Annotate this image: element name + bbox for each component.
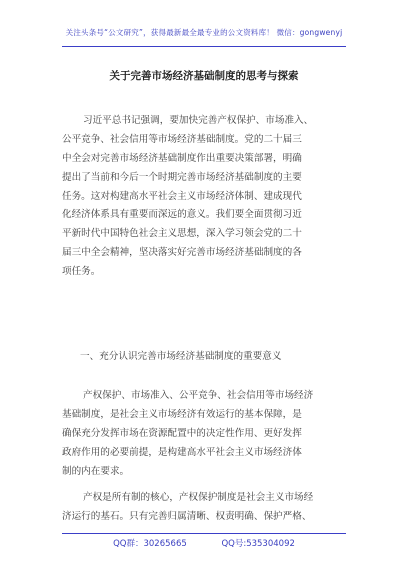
- paragraph-line: 习近平总书记强调，要加快完善产权保护、市场准入、: [83, 115, 314, 126]
- paragraph-line: 化经济体系具有重要而深远的意义。我们要全面贯彻习近: [62, 209, 302, 221]
- footer-qq-number: QQ号:535304092: [221, 539, 295, 549]
- paragraph-2: [62, 387, 346, 481]
- document-title: 关于完善市场经济基础制度的思考与探索: [109, 70, 299, 82]
- paragraph-line: 产权是所有制的核心，产权保护制度是社会主义市场经: [83, 492, 314, 503]
- footer-contacts: [0, 537, 408, 549]
- paragraph-line: 制的内在要求。: [62, 465, 130, 477]
- header-divider: [62, 46, 346, 47]
- paragraph-line: 平新时代中国特色社会主义思想，深入学习领会党的二十: [62, 228, 302, 240]
- footer-qq-group: QQ群：30265665: [113, 539, 187, 549]
- paragraph-1: [62, 112, 346, 282]
- paragraph-3: [62, 489, 346, 527]
- paragraph-line: 届三中全会精神，坚决落实好完善市场经济基础制度的各: [62, 247, 302, 259]
- paragraph-line: 提出了当前和今后一个时期完善市场经济基础制度的主要: [62, 171, 302, 183]
- paragraph-line: 济运行的基石。只有完善归属清晰、权责明确、保护严格、: [62, 510, 312, 522]
- paragraph-line: 确保充分发挥市场在资源配置中的决定性作用、更好发挥: [62, 427, 302, 439]
- paragraph-line: 产权保护、市场准入、公平竞争、社会信用等市场经济: [83, 390, 314, 401]
- section-heading: 一、充分认识完善市场经济基础制度的重要意义: [80, 351, 282, 362]
- paragraph-line: 基础制度，是社会主义市场经济有效运行的基本保障，是: [62, 408, 302, 420]
- paragraph-line: 任务。这对构建高水平社会主义市场经济体制、建成现代: [62, 190, 302, 202]
- header-banner: 关注头条号“公文研究”，获得最新最全最专业的公文资料库！ 微信：gongwenyj: [65, 28, 343, 37]
- paragraph-line: 项任务。: [62, 266, 101, 278]
- paragraph-line: 政府作用的必要前提，是构建高水平社会主义市场经济体: [62, 446, 302, 458]
- paragraph-line: 中全会对完善市场经济基础制度作出重要决策部署，明确: [62, 152, 302, 164]
- paragraph-line: 公平竞争、社会信用等市场经济基础制度。党的二十届三: [62, 133, 302, 145]
- footer-divider: [62, 533, 346, 534]
